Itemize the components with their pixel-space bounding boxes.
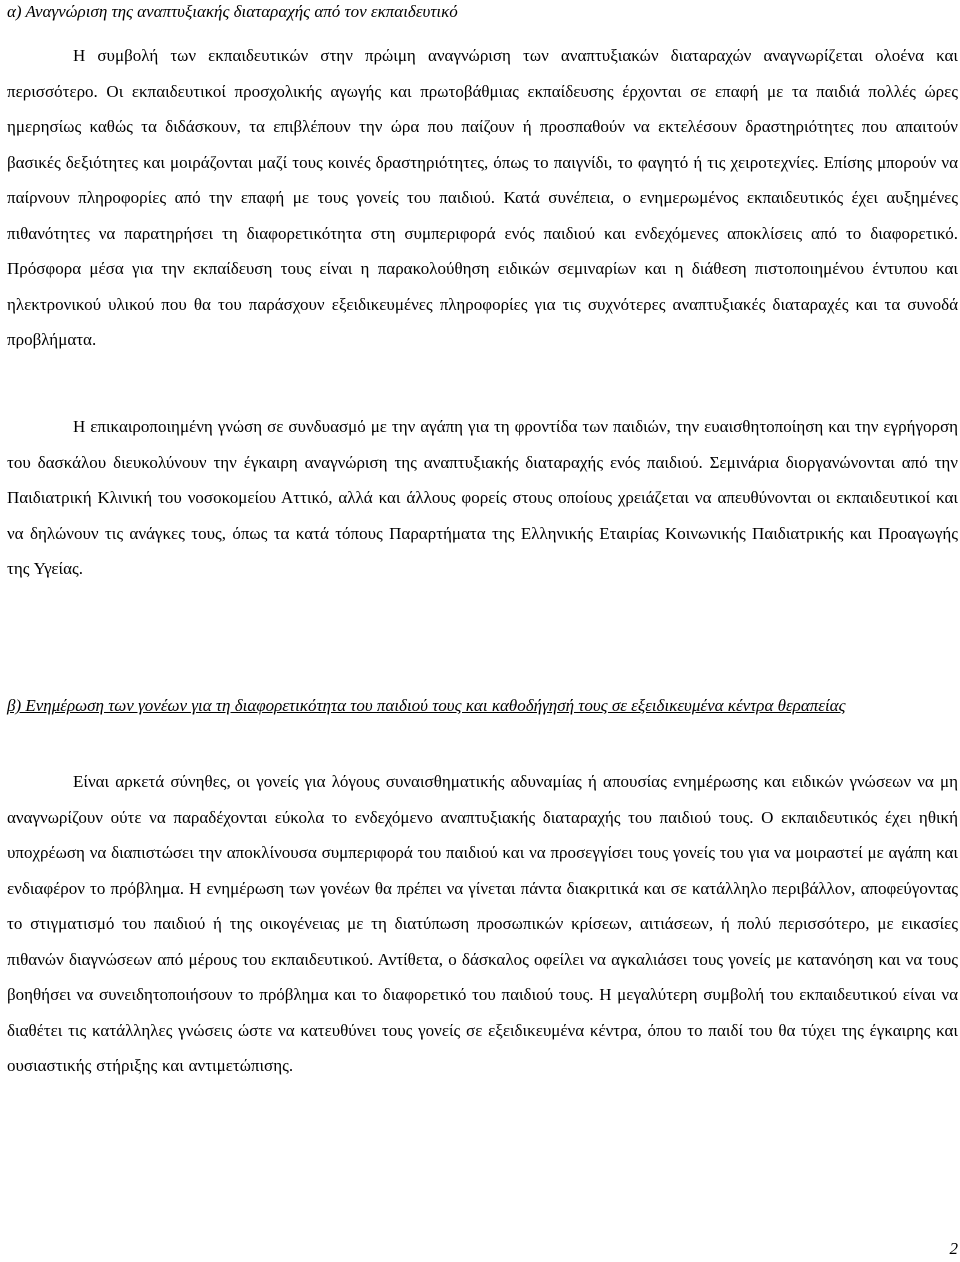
section-a-paragraph-1: Η συμβολή των εκπαιδευτικών στην πρώιμη αναγνώριση των αναπτυξιακών διαταραχών αναγνωρίζεται ολοένα και περισσότερο. Οι εκπαιδευτικοί προσχολικής αγωγής και πρωτοβάθμιας εκπαίδευσης έρχονται σε επαφή με τα παιδιά πολλές ώρες ημερησίως καθώς τα διδάσκουν, τα επιβλέπουν την ώρα που παίζουν ή προσπαθούν να εκτελέσουν δραστηριότητες που απαιτούν βασικές δεξιότητες και μοιράζονται μαζί τους κοινές δραστηριότητες, όπως το παιγνίδι, το φαγητό ή τις χειροτεχνίες. Επίσης μπορούν να παίρνουν πληροφορίες από την επαφή με τους γονείς του παιδιού. Κατά συνέπεια, ο ενημερωμένος εκπαιδευτικός έχει αυξημένες πιθανότητες να παρατηρήσει τη διαφορετικότητα στη συμπεριφορά ενός παιδιού και ενδεχόμενες αποκλίσεις από το διαφορετικό. Πρόσφορα μέσα για την εκπαίδευση τους είναι η παρακολούθηση ειδικών σεμιναρίων και η διάθεση πιστοποιημένου έντυπου και ηλεκτρονικού υλικού που θα του παράσχουν εξειδικευμένες πληροφορίες για τις συχνότερες αναπτυξιακές διαταραχές και τα συνοδά προβλήματα. (7, 46, 958, 349)
page-number: 2 (949, 1239, 958, 1258)
section-b-paragraph-1: Είναι αρκετά σύνηθες, οι γονείς για λόγους συναισθηματικής αδυναμίας ή απουσίας ενημέρωσης και ειδικών γνώσεων να μη αναγνωρίζουν ούτε να παραδέχονται εύκολα το ενδεχόμενο αναπτυξιακής διαταραχής του παιδιού τους. Ο εκπαιδευτικός έχει ηθική υποχρέωση να διαπιστώσει την αποκλίνουσα συμπεριφορά του παιδιού και να προσεγγίσει τους γονείς του για να μοιραστεί με αγάπη και ενδιαφέρον το πρόβλημα. Η ενημέρωση των γονέων θα πρέπει να γίνεται πάντα διακριτικά και σε κατάλληλο περιβάλλον, αποφεύγοντας το στιγματισμό του παιδιού ή της οικογένειας με τη διατύπωση προσωπικών κρίσεων, αιτιάσεων, ή πολύ περισσότερο, με εικασίες πιθανών διαγνώσεων από μέρους του εκπαιδευτικού. Αντίθετα, ο δάσκαλος οφείλει να αγκαλιάσει τους γονείς με κατανόηση και να τους βοηθήσει να συνειδητοποιήσουν το πρόβλημα και το διαφορετικό του παιδιού τους. Η μεγαλύτερη συμβολή του εκπαιδευτικού είναι να διαθέτει τις κατάλληλες γνώσεις ώστε να κατευθύνει τους γονείς σε εξειδικευμένα κέντρα, όπου το παιδί του θα τύχει της έγκαιρης και ουσιαστικής στήριξης και αντιμετώπισης. (7, 772, 958, 1075)
section-a-paragraph-2: Η επικαιροποιημένη γνώση σε συνδυασμό με την αγάπη για τη φροντίδα των παιδιών, την ευαισθητοποίηση και την εγρήγορση του δασκάλου διευκολύνουν την έγκαιρη αναγνώριση της αναπτυξιακής διαταραχής ενός παιδιού. Σεμινάρια διοργανώνονται από την Παιδιατρική Κλινική του νοσοκομείου Αττικό, αλλά και άλλους φορείς στους οποίους χρειάζεται να απευθύνονται οι εκπαιδευτικοί και να δηλώνουν τις ανάγκες τους, όπως τα κατά τόπους Παραρτήματα της Ελληνικής Εταιρίας Κοινωνικής Παιδιατρικής και Προαγωγής της Υγείας. (7, 417, 958, 578)
section-b-heading: β) Ενημέρωση των γονέων για τη διαφορετικότητα του παιδιού τους και καθοδήγησή τους σε εξειδικευμένα κέντρα θεραπείας (7, 696, 846, 715)
section-a-heading: α) Αναγνώριση της αναπτυξιακής διαταραχής από τον εκπαιδευτικό (7, 2, 458, 21)
